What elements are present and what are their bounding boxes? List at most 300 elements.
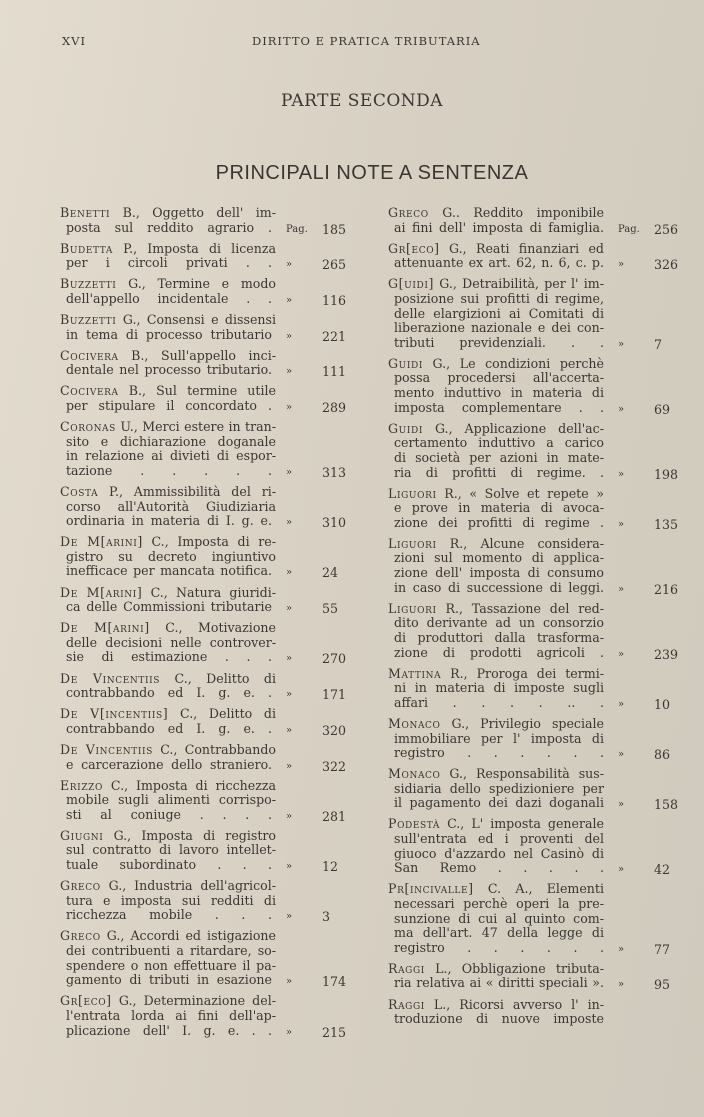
page-reference [272, 566, 352, 581]
page-number: 69 [654, 401, 671, 417]
page-mark: » [618, 943, 625, 955]
entry-line [60, 464, 352, 481]
entry-title-part: zione di prodotti agricoli . [394, 644, 604, 660]
page-mark: » [286, 1026, 293, 1038]
entry-title-part: l'entrata lorda ai fini dell'ap- [66, 1007, 276, 1023]
entry-title-part: affari . . . . .. . [394, 694, 604, 710]
entry-text [394, 292, 604, 307]
page-mark: » [286, 517, 293, 529]
page-number: 116 [322, 292, 347, 308]
entry-title-part: in tema di processo tributario [66, 326, 272, 342]
entry-line [60, 514, 352, 531]
entry-title-part: mobile sugli alimenti corrispo- [66, 792, 276, 808]
entry-line [388, 976, 684, 993]
page-reference [272, 516, 352, 531]
page-number: 256 [654, 221, 679, 237]
page-reference [604, 978, 684, 993]
page-reference [604, 798, 684, 813]
entry-line [388, 386, 684, 401]
entry-line [388, 451, 684, 466]
page-number: 270 [322, 651, 347, 667]
entry-text [394, 581, 604, 596]
entry-line [388, 602, 684, 617]
entry-line [388, 581, 684, 598]
page-number: 281 [322, 808, 347, 824]
entry-line [60, 636, 352, 651]
entry-line [60, 277, 352, 292]
entry-author: Budetta [60, 240, 114, 256]
entry-text [388, 817, 604, 832]
entry-text [388, 422, 604, 437]
page-mark: » [286, 976, 293, 988]
entry-text [394, 631, 604, 646]
index-entry [388, 817, 684, 877]
page-mark: » [286, 259, 293, 271]
index-entry [60, 384, 352, 415]
entry-title-part: C. A., Elementi [473, 881, 604, 897]
page-reference [604, 468, 684, 483]
entry-line [60, 672, 352, 687]
entry-title-part: gamento di tributi in esazione [66, 972, 272, 988]
entry-author: Raggi [388, 960, 425, 976]
entry-text [394, 436, 604, 451]
entry-text [66, 564, 272, 579]
entry-line [388, 912, 684, 927]
entry-line [388, 401, 684, 418]
entry-line [60, 843, 352, 858]
index-entry [60, 485, 352, 531]
entry-author: De Vincentiis [60, 741, 153, 757]
page-number: 216 [654, 581, 679, 597]
entry-text [60, 672, 276, 687]
page-mark: » [286, 402, 293, 414]
entry-text [394, 256, 604, 271]
entry-title-part: G., Accordi ed istigazione [100, 928, 276, 944]
entry-title-part: C., L' imposta generale [440, 816, 604, 832]
entry-line [60, 328, 352, 345]
entry-line [388, 566, 684, 581]
entry-text [394, 516, 604, 531]
entry-line [60, 420, 352, 435]
entry-text [60, 829, 276, 844]
entry-title-part: P., Imposta di licenza [113, 240, 276, 256]
entry-line [388, 516, 684, 533]
entry-title-part: registro . . . . . . [394, 939, 604, 955]
entry-line [60, 206, 352, 221]
entry-text [394, 832, 604, 847]
index-entry [388, 998, 684, 1027]
entry-text [394, 681, 604, 696]
entry-title-part: ria relativa ai « diritti speciali ». [394, 975, 604, 991]
entry-author: Cocivera [60, 347, 119, 363]
entry-line [60, 586, 352, 601]
entry-text [66, 808, 272, 823]
entry-line [388, 732, 684, 747]
entry-title-part: B., Oggetto dell' im- [110, 205, 276, 220]
entry-title-part: C., Imposta di re- [142, 534, 276, 550]
page-reference [272, 466, 352, 481]
entry-text [66, 636, 276, 651]
entry-author: Benetti [60, 205, 111, 220]
page-mark: » [618, 648, 625, 660]
page-reference [604, 223, 684, 238]
page-number: 12 [322, 859, 339, 875]
entry-text [60, 535, 276, 550]
page-number: 289 [322, 400, 347, 416]
entry-title-part: contrabbando ed I. g. e. . [66, 685, 272, 701]
entry-title-part: G., Reati finanziari ed [439, 240, 604, 256]
entry-text [66, 650, 272, 665]
entry-title-part: G., Industria dell'agricol- [100, 878, 276, 894]
entry-text [388, 998, 604, 1013]
page-reference [604, 943, 684, 958]
entry-line [60, 650, 352, 667]
page-reference [272, 652, 352, 667]
page-number: 158 [654, 797, 679, 813]
entry-text [388, 242, 604, 257]
entry-text [388, 962, 604, 977]
page-mark: » [618, 403, 625, 415]
entry-line [60, 686, 352, 703]
page-number: 198 [654, 466, 679, 482]
index-entry [388, 767, 684, 813]
page-number: 77 [654, 941, 671, 957]
page-mark: » [286, 603, 293, 615]
entry-title-part: R., Proroga dei termi- [441, 665, 604, 681]
entry-title-part: C., Motivazione [149, 620, 276, 636]
entry-text [388, 487, 604, 502]
entry-author: De M[arini] [60, 620, 150, 636]
entry-author: Buzzetti [60, 276, 117, 292]
entry-title-part: tazione . . . . . [66, 462, 272, 478]
page-reference [272, 258, 352, 273]
entry-title-part: necessari perchè operi la pre- [394, 895, 604, 911]
page-reference [604, 518, 684, 533]
entry-text [66, 256, 272, 271]
entry-text [66, 843, 276, 858]
entry-line [388, 631, 684, 646]
entry-text [60, 879, 276, 894]
entry-text [66, 959, 276, 974]
entry-text [60, 277, 276, 292]
entry-text [394, 307, 604, 322]
entry-line [388, 767, 684, 782]
page-number: 42 [654, 862, 671, 878]
entry-line [388, 681, 684, 696]
entry-text [394, 646, 604, 661]
entry-text [394, 941, 604, 956]
entry-line [388, 796, 684, 813]
entry-title-part: San Remo . . . . . [394, 860, 604, 876]
page-mark: » [618, 698, 625, 710]
entry-line [388, 746, 684, 763]
page-mark: » [618, 799, 625, 811]
entry-line [388, 861, 684, 878]
index-entry [60, 535, 352, 581]
entry-text [66, 686, 272, 701]
entry-title-part: delle elargizioni ai Comitati di [394, 305, 604, 321]
entry-text [388, 882, 604, 897]
entry-author: Guidi [388, 420, 423, 436]
entry-author: Guidi [388, 355, 423, 371]
page-mark: » [286, 466, 293, 478]
index-entry [388, 962, 684, 993]
index-entry [60, 313, 352, 344]
page-reference [272, 294, 352, 309]
entry-text [66, 435, 276, 450]
entry-line [388, 832, 684, 847]
entry-line [60, 363, 352, 380]
page-number: 265 [322, 257, 347, 273]
entry-author: Gr[eco] [60, 993, 112, 1009]
entry-author: De Vincentiis [60, 670, 161, 686]
entry-title-part: R., « Solve et repete » [436, 485, 604, 501]
entry-text [60, 994, 276, 1009]
page-mark: » [618, 864, 625, 876]
page-number-roman: XVI [62, 34, 87, 48]
entry-title-part: G., Detraibilità, per l' im- [434, 276, 604, 292]
entry-author: Mattina [388, 665, 442, 681]
page-number: 10 [654, 696, 671, 712]
entry-text [66, 894, 276, 909]
page-mark: » [286, 810, 293, 822]
entry-text [60, 586, 276, 601]
entry-line [60, 242, 352, 257]
index-entry [388, 602, 684, 662]
page-mark: » [286, 911, 293, 923]
entry-line [388, 962, 684, 977]
entry-title-part: il pagamento dei dazi doganali [394, 795, 604, 811]
entry-title-part: dentale nel processo tributario. [66, 362, 272, 378]
page-number: 320 [322, 722, 347, 738]
entry-line [60, 399, 352, 416]
entry-title-part: G., Termine e modo [116, 276, 276, 292]
entry-text [66, 399, 272, 414]
entry-title-part: U., Merci estere in tran- [115, 419, 276, 435]
entry-text [66, 944, 276, 959]
entry-text [394, 221, 604, 236]
entry-line [388, 466, 684, 483]
entry-title-part: tura e imposta sui redditi di [66, 892, 276, 908]
entry-title-part: dei contribuenti a ritardare, so- [66, 943, 276, 959]
entry-title-part: zione dell' imposta di consumo [394, 565, 604, 581]
page-mark: » [286, 760, 293, 772]
entry-line [60, 435, 352, 450]
entry-title-part: tributi previdenziali. . . [394, 334, 604, 350]
entry-text [388, 537, 604, 552]
entry-text [394, 732, 604, 747]
index-entry [388, 717, 684, 763]
entry-title-part: delle decisioni nelle controver- [66, 634, 276, 650]
entry-line [60, 858, 352, 875]
entry-title-part: per i circoli privati . . [66, 255, 272, 271]
entry-line [60, 779, 352, 794]
entry-title-part: dito derivante ad un consorzio [394, 615, 604, 631]
entry-title-part: C., Delitto di [160, 670, 277, 686]
entry-title-part: posizione sui profitti di regime, [394, 290, 604, 306]
entry-text [394, 926, 604, 941]
entry-title-part: R., Alcune considera- [436, 535, 604, 551]
page-number: 310 [322, 515, 347, 531]
entry-line [388, 307, 684, 322]
entry-text [66, 600, 272, 615]
page-reference [272, 602, 352, 617]
page-mark: » [618, 338, 625, 350]
entry-line [60, 256, 352, 273]
entry-line [388, 897, 684, 912]
page-reference [272, 724, 352, 739]
entry-line [60, 564, 352, 581]
index-entry [388, 277, 684, 352]
entry-line [388, 277, 684, 292]
entry-text [60, 743, 276, 758]
entry-line [60, 621, 352, 636]
entry-title-part: corso all'Autorità Giudiziaria [66, 498, 276, 514]
entry-line [60, 973, 352, 990]
entry-title-part: C., Delitto di [168, 706, 276, 722]
entry-line [60, 793, 352, 808]
entry-line [388, 882, 684, 897]
entry-line [60, 829, 352, 844]
entry-text [60, 621, 276, 636]
entry-line [60, 500, 352, 515]
index-entry [388, 487, 684, 533]
entry-author: Monaco [388, 766, 441, 782]
page-number: 24 [322, 565, 339, 581]
entry-title-part: inefficace per mancata notifica. [66, 563, 272, 579]
entry-title-part: e prove in materia di avoca- [394, 500, 604, 516]
entry-title-part: immobiliare per l' imposta di [394, 730, 604, 746]
page-reference [604, 583, 684, 598]
index-entry [388, 206, 684, 237]
entry-text [394, 386, 604, 401]
entry-text [60, 420, 276, 435]
entry-text [388, 206, 604, 221]
entry-title-part: tuale subordinato . . . [66, 857, 272, 873]
entry-line [388, 847, 684, 862]
entry-line [388, 256, 684, 273]
entry-text [66, 292, 272, 307]
entry-line [60, 600, 352, 617]
entry-author: Greco [388, 205, 429, 220]
index-entry [60, 277, 352, 308]
entry-title-part: imposta complementare . . [394, 399, 604, 415]
page-number: 215 [322, 1024, 347, 1040]
page-number: 171 [322, 687, 347, 703]
entry-title-part: contrabbando ed I. g. e. . [66, 720, 272, 736]
entry-line [60, 894, 352, 909]
page-number: 322 [322, 758, 347, 774]
page-mark: » [286, 330, 293, 342]
entry-author: Erizzo [60, 777, 104, 793]
entry-text [394, 566, 604, 581]
entry-text [66, 464, 272, 479]
entry-text [66, 328, 272, 343]
entry-line [388, 206, 684, 221]
entry-title-part: ai fini dell' imposta di famiglia. [394, 219, 604, 235]
entry-title-part: certamento induttivo a carico [394, 435, 604, 451]
entry-title-part: G., Responsabilità sus- [440, 766, 604, 782]
entry-line [388, 422, 684, 437]
entry-text [66, 793, 276, 808]
entry-author: Cocivera [60, 383, 119, 399]
entry-line [388, 667, 684, 682]
entry-title-part: per stipulare il concordato . [66, 398, 272, 414]
entry-title-part: ca delle Commissioni tributarie [66, 599, 272, 615]
entry-author: Pr[incivalle] [388, 881, 474, 897]
entry-title-part: sito e dichiarazione doganale [66, 433, 276, 449]
entry-title-part: zione dei profitti di regime . [394, 514, 604, 530]
entry-line [60, 908, 352, 925]
entry-line [60, 743, 352, 758]
entry-text [66, 973, 272, 988]
page-mark: » [618, 518, 625, 530]
entry-title-part: C., Contrabbando [152, 741, 276, 757]
entry-line [60, 994, 352, 1009]
entry-title-part: C., Natura giuridi- [142, 584, 276, 600]
entry-line [60, 722, 352, 739]
page-number: 86 [654, 747, 671, 763]
entry-title-part: G., Le condizioni perchè [422, 355, 604, 371]
entry-text [66, 758, 272, 773]
entry-text [394, 782, 604, 797]
entry-line [388, 696, 684, 713]
entry-title-part: spendere o non effettuare il pa- [66, 957, 276, 973]
page-number: 7 [654, 336, 663, 352]
index-entry [60, 586, 352, 617]
page-number: 174 [322, 974, 347, 990]
entry-title-part: posta sul reddito agrario . [66, 219, 272, 235]
entry-author: Costa [60, 484, 99, 499]
entry-line [60, 808, 352, 825]
entry-line [60, 535, 352, 550]
page-number: 326 [654, 257, 679, 273]
entry-text [394, 696, 604, 711]
entry-author: Liguori [388, 600, 437, 616]
entry-title-part: R., Tassazione del red- [436, 600, 604, 616]
index-entry [60, 707, 352, 738]
entry-author: Liguori [388, 485, 437, 501]
entry-text [388, 717, 604, 732]
entry-text [388, 357, 604, 372]
entry-line [388, 926, 684, 941]
entry-text [394, 912, 604, 927]
entry-line [388, 357, 684, 372]
entry-title-part: ricchezza mobile . . . [66, 907, 272, 923]
page-reference [604, 698, 684, 713]
entry-line [388, 616, 684, 631]
section-title: PRINCIPALI NOTE A SENTENZA [215, 162, 529, 184]
page-reference [272, 910, 352, 925]
entry-author: Giugni [60, 827, 104, 843]
entry-line [388, 1012, 684, 1027]
entry-title-part: P., Ammissibilità del ri- [98, 484, 276, 499]
entry-title-part: sti al coniuge . . . . [66, 806, 272, 822]
entry-title-part: e carcerazione dello straniero. [66, 756, 272, 772]
page-number: 239 [654, 646, 679, 662]
page-number: 3 [322, 909, 331, 925]
entry-title-part: sie di estimazione . . . [66, 649, 272, 665]
index-entry [60, 929, 352, 989]
entry-text [66, 1009, 276, 1024]
index-entry [60, 349, 352, 380]
entry-line [388, 321, 684, 336]
index-entry [60, 420, 352, 480]
entry-text [388, 667, 604, 682]
index-entry [60, 242, 352, 273]
entry-author: Greco [60, 878, 101, 894]
index-entry [60, 621, 352, 667]
